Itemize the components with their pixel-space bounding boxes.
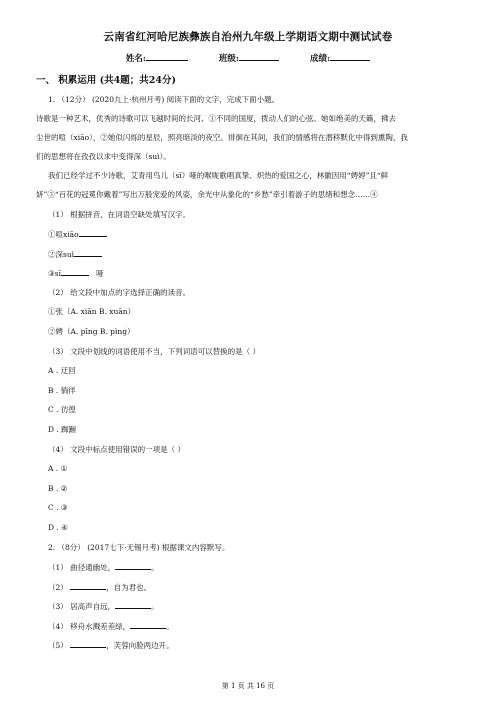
recite-item-5 xyxy=(48,640,174,651)
option-a[interactable]: A . 迂回 xyxy=(48,366,76,375)
answer-blank[interactable] xyxy=(115,562,151,570)
recite-item-4 xyxy=(48,621,174,632)
answer-blank[interactable] xyxy=(130,621,166,629)
item-text: （1） 曲径通幽处， xyxy=(48,563,116,572)
item-text: （5） xyxy=(48,641,71,650)
subquestion-2: （2） 给文段中加点的字选择正确的读音。 xyxy=(48,288,191,297)
answer-blank[interactable] xyxy=(115,601,151,609)
name-label: 姓名: xyxy=(125,54,146,64)
subquestion-3: （3） 文段中划线的词语使用不当，下列词语可以替换的是（ ） xyxy=(48,347,261,356)
item-tail: 。 xyxy=(151,602,159,611)
passage-line-5: 妍”③“百花的冠冕你戴着”写出万般宠爱的风姿，余光中从象化的“乡愁”牵引着游子的思绪和想念……④ xyxy=(36,190,378,199)
recite-item-2 xyxy=(48,582,151,593)
answer-blank[interactable] xyxy=(70,640,106,648)
passage-line-2: 尘世的喧（xiāo），②她似闪烁的星辰，照亮暗淡的夜空。徘徊在其间，我们的情感将在潜移默化中得到熏陶，我 xyxy=(36,133,408,142)
student-info-row xyxy=(0,52,496,64)
answer-blank[interactable] xyxy=(61,268,89,276)
item-tail: 。 xyxy=(151,563,159,572)
option-d[interactable]: D . 踟蹰 xyxy=(48,425,77,434)
subquestion-1-item-c xyxy=(48,268,104,279)
option-c[interactable]: C . 彷徨 xyxy=(48,405,76,414)
name-field xyxy=(126,54,188,64)
option-d[interactable]: D . ④ xyxy=(48,523,68,532)
name-blank xyxy=(146,52,188,61)
subquestion-1-item-a xyxy=(48,229,107,240)
item-tail: 哑 xyxy=(96,269,104,278)
subquestion-2-item-a: ①张（A. xiān B. xuān） xyxy=(48,307,136,316)
answer-blank[interactable] xyxy=(79,229,107,237)
passage-line-3: 们的思想将在孜孜以求中变得深（suì）。 xyxy=(36,152,171,161)
recite-item-3 xyxy=(48,601,159,612)
page-title: 云南省红河哈尼族彝族自治州九年级上学期语文期中测试试卷 xyxy=(103,31,393,43)
item-text: ②深suì xyxy=(48,250,75,259)
recite-item-1 xyxy=(48,562,159,573)
item-tail: ，芙蓉向脸两边开。 xyxy=(106,641,174,650)
score-label: 成绩: xyxy=(310,54,331,64)
item-tail: 。 xyxy=(166,622,174,631)
question-1-header: 1. （12分） (2020九上·杭州月考) 阅读下面的文字，完成下面小题。 xyxy=(48,95,280,104)
option-b[interactable]: B . 徜徉 xyxy=(48,386,76,395)
answer-blank[interactable] xyxy=(70,582,106,590)
passage-line-1: 诗歌是一种艺术，优秀的诗歌可以飞越时间的长河、①不同的国度，拨动人们的心弦。她如绝美的天籁，拂去 xyxy=(36,114,396,123)
section-heading: 一、 积累运用 (共4题；共24分) xyxy=(36,75,176,86)
subquestion-1: （1） 根据拼音，在词语空缺处填写汉字。 xyxy=(48,210,191,219)
subquestion-2-item-b: ②娉（A. pīng B. pìng） xyxy=(48,327,135,336)
score-field xyxy=(310,54,370,64)
option-b[interactable]: B . ② xyxy=(48,484,68,493)
subquestion-4: （4） 文段中标点使用错误的一项是（ ） xyxy=(48,445,186,454)
class-field xyxy=(219,54,279,64)
answer-blank[interactable] xyxy=(74,249,102,257)
option-a[interactable]: A . ① xyxy=(48,464,68,473)
question-2-header: 2. （8分） (2017七下·无锡月考) 根据课文内容默写。 xyxy=(48,543,230,552)
option-c[interactable]: C . ③ xyxy=(48,503,68,512)
passage-line-4: 我们已经学过不少诗歌，艾青用鸟儿（sī）哑的喉咙歌唱真挚、炽热的爱国之心，林徽因用“娉婷”且“鲜 xyxy=(48,171,389,180)
class-label: 班级: xyxy=(218,54,240,64)
item-text: （2） xyxy=(48,583,71,592)
score-blank xyxy=(330,52,370,61)
item-text: （3） 居高声自远， xyxy=(48,602,116,611)
item-text: ③sī xyxy=(48,269,61,278)
subquestion-1-item-b xyxy=(48,249,102,260)
class-blank xyxy=(239,52,279,61)
item-text: ①喧xiāo xyxy=(48,230,79,239)
item-tail: ，自为君也。 xyxy=(106,583,152,592)
page-footer: 第 1 页 共 16 页 xyxy=(221,682,275,690)
item-text: （4） 移舟水溅差差绿， xyxy=(48,622,131,631)
